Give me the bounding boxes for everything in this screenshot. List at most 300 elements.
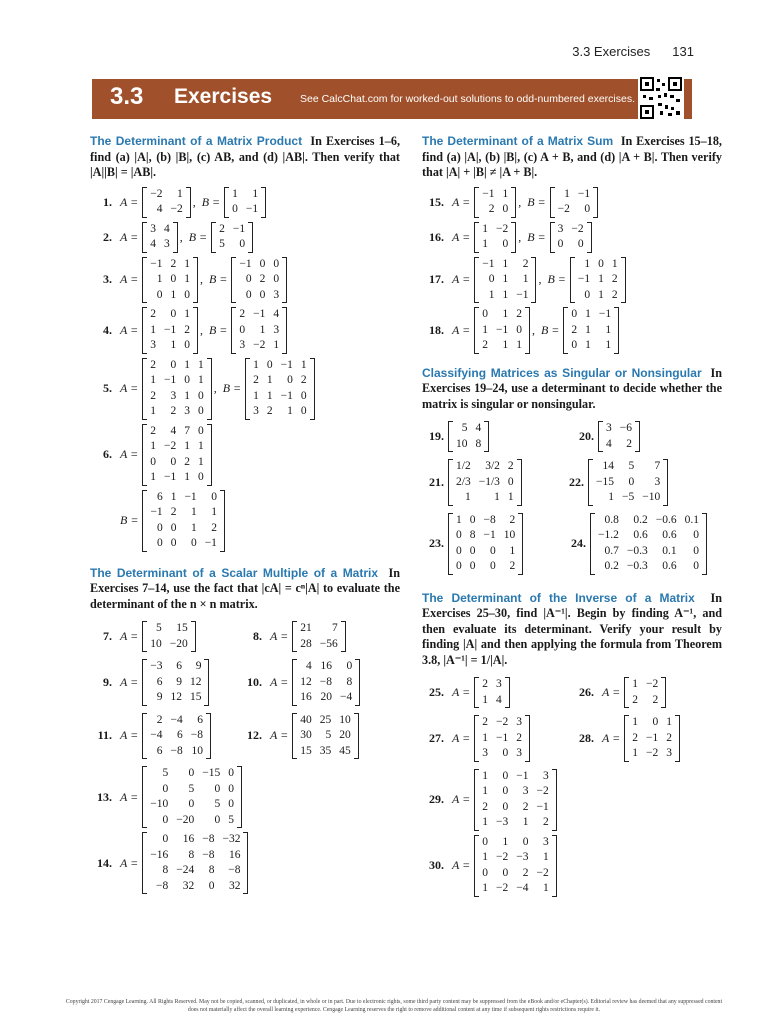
exercise-row-9-10 (90, 656, 400, 710)
matrix-cell: 1 (253, 358, 259, 371)
matrix-a (474, 257, 536, 304)
matrix-cell: 9 (195, 660, 202, 672)
matrix-cell: 1 (522, 816, 529, 828)
matrix-cell: 0 (197, 471, 204, 483)
matrix-cell: 0 (190, 537, 197, 549)
matrix-label-a: A = (120, 381, 139, 395)
matrix-cell: −1/3 (478, 475, 500, 488)
matrix-cell: −1 (516, 288, 529, 301)
matrix-cell: 0 (259, 288, 266, 301)
matrix-cell: 0 (273, 273, 280, 285)
matrix-cell: 0 (228, 782, 234, 795)
matrix-b (563, 307, 619, 354)
matrix-cell: −1 (204, 537, 217, 549)
matrix-cell: 2 (253, 374, 259, 386)
matrix-cell: −1 (577, 273, 591, 285)
matrix-cell: 1 (190, 521, 197, 534)
matrix-cell: 0 (170, 308, 177, 320)
exercise-25 (422, 677, 572, 708)
matrix-cell: 8 (188, 848, 195, 861)
matrix-cell: 1 (502, 308, 509, 320)
matrix-cell: −2 (495, 222, 509, 235)
matrix-cell: 2 (626, 437, 632, 450)
matrix-a (474, 715, 530, 762)
matrix-cell: 2 (652, 693, 659, 706)
matrix-cell: −1 (184, 490, 197, 503)
exercise-4 (90, 307, 400, 354)
matrix-cell: 32 (228, 879, 241, 892)
exercise-22 (562, 459, 668, 506)
page-number: 131 (672, 44, 694, 59)
matrix-cell: 3 (239, 339, 246, 351)
matrix-cell: 1 (564, 187, 570, 200)
exercise-row-27-28 (422, 712, 722, 766)
banner-number: 3.3 (110, 83, 144, 110)
matrix-cell: −1 (163, 323, 177, 336)
matrix-cell: 3 (542, 769, 549, 782)
matrix-cell: 1 (259, 323, 266, 336)
matrix-cell: 0.1 (662, 544, 677, 557)
matrix-cell: 1 (482, 769, 488, 782)
matrix-label-a: A = (120, 855, 139, 870)
matrix-cell: 1 (502, 273, 509, 285)
matrix-cell: 3 (253, 405, 259, 417)
matrix-cell: 12 (170, 691, 182, 703)
matrix-cell: −1 (482, 257, 495, 270)
matrix-cell: 1 (502, 288, 509, 301)
matrix-cell: 0.6 (662, 529, 677, 541)
exercise-26 (572, 677, 666, 708)
matrix-a (142, 713, 211, 760)
matrix-cell: 0 (502, 785, 509, 797)
matrix-cell: 1 (197, 358, 204, 371)
comma-separator: , (192, 194, 196, 209)
matrix-cell: 30 (300, 729, 312, 741)
matrix-cell: 0 (469, 560, 476, 572)
matrix-cell: −1 (245, 203, 259, 215)
matrix-cell: 0 (502, 769, 509, 782)
matrix-cell: 2 (170, 405, 177, 417)
matrix-cell: −8 (202, 848, 215, 861)
matrix-cell: −1 (150, 506, 163, 518)
matrix-cell: −4 (516, 882, 529, 894)
matrix-label-a: A = (452, 792, 471, 806)
matrix-cell: 0 (456, 544, 462, 557)
matrix-label-b: B = (120, 513, 139, 527)
exercise-27 (422, 715, 572, 762)
matrix-cell: 2 (184, 323, 190, 336)
matrix-cell: 0 (502, 800, 509, 813)
matrix-cell: 0 (188, 798, 195, 810)
matrix-cell: 0 (156, 537, 163, 549)
matrix-cell: 1 (252, 187, 259, 200)
matrix-cell: 5 (461, 422, 468, 434)
matrix-cell: −1 (645, 731, 659, 744)
matrix-cell: 1 (176, 187, 183, 200)
matrix-cell: 3/2 (485, 460, 500, 472)
matrix-cell: −10 (642, 491, 661, 503)
matrix-cell: −8 (155, 879, 169, 892)
matrix-cell: 1 (184, 440, 190, 452)
matrix-cell: 3 (542, 835, 549, 848)
matrix-cell: 1 (502, 187, 509, 200)
exercise-1 (90, 187, 400, 218)
matrix-cell: −2 (163, 440, 177, 452)
matrix-cell: 1 (184, 308, 190, 320)
matrix-label-a: A = (120, 229, 139, 244)
exercise-21 (422, 459, 562, 506)
matrix-cell: 2 (488, 203, 495, 215)
matrix-cell: −20 (169, 637, 188, 650)
matrix-label-b: B = (547, 272, 566, 287)
matrix-cell: 0 (557, 238, 564, 250)
matrix-cell: 1 (632, 716, 638, 728)
exercise-19 (422, 421, 572, 452)
matrix-cell: 0 (232, 203, 238, 215)
matrix-label-a: A = (120, 194, 139, 209)
matrix-cell: 10 (191, 744, 203, 757)
matrix-cell: 0 (273, 257, 280, 270)
matrix-label-b: B = (208, 272, 228, 287)
matrix-cell: 0 (571, 308, 578, 320)
exercise-12 (240, 713, 359, 760)
matrix-cell: 1 (150, 405, 156, 417)
matrix-a (142, 307, 198, 354)
matrix-cell: 1 (456, 513, 462, 526)
matrix-cell: −1 (150, 257, 163, 270)
matrix-cell: −2 (495, 716, 509, 728)
matrix-cell: 0 (502, 203, 509, 215)
qr-code-icon[interactable] (638, 75, 684, 121)
matrix-label-a: A = (120, 272, 139, 287)
exercise-number: 23. (429, 536, 444, 550)
matrix-cell: 1 (502, 257, 509, 270)
matrix-cell: 0 (214, 782, 221, 795)
matrix-label-b: B = (540, 322, 560, 337)
matrix-cell: −1 (495, 731, 509, 744)
matrix-cell: 1 (542, 851, 549, 863)
matrix-cell: 1 (150, 440, 156, 452)
matrix-cell: 1 (232, 187, 238, 200)
matrix-cell: 0 (502, 747, 509, 759)
matrix-a (448, 421, 489, 452)
exercise-row-11-12 (90, 710, 400, 764)
matrix-label-a: A = (120, 629, 139, 643)
matrix-b (245, 358, 315, 420)
matrix-cell: 2 (509, 513, 516, 526)
matrix-cell: 2 (542, 816, 549, 828)
exercise-9 (90, 659, 240, 706)
matrix-cell: 3 (666, 747, 672, 759)
matrix-cell: −56 (319, 637, 338, 650)
matrix-cell: 2 (611, 288, 618, 301)
matrix-a (474, 677, 510, 708)
matrix-cell: −2 (536, 785, 549, 797)
matrix-cell: 0 (197, 389, 204, 402)
matrix-cell: 0 (197, 405, 204, 417)
copyright-footer: Copyright 2017 Cengage Learning. All Rights Reserved. May not be copied, scanned, or duplicated, in whole or in part. Due to electronic rights, some third party content may be suppressed from the eBook and/or eChapter(s). Editorial review has deemed that any suppressed content does not materially affect the overall learning experience. Cengage Learning reserves the right to remove additional content at any time if subsequent rights restrictions require it. (65, 999, 723, 1013)
matrix-cell: −8 (228, 864, 241, 876)
matrix-cell: 1 (509, 544, 516, 557)
matrix-a (292, 713, 359, 760)
matrix-cell: −1 (239, 257, 252, 270)
left-column (90, 134, 400, 898)
matrix-cell: −24 (176, 864, 195, 876)
matrix-cell: 2/3 (456, 475, 471, 488)
matrix-cell: 0 (184, 288, 190, 301)
matrix-cell: 2 (239, 308, 246, 320)
matrix-cell: 2 (150, 308, 156, 320)
matrix-cell: 0 (170, 537, 177, 549)
matrix-cell: 0 (502, 238, 509, 250)
matrix-cell: 8 (469, 529, 476, 541)
matrix-label-b: B = (208, 322, 228, 337)
matrix-a (474, 769, 557, 831)
matrix-cell: 4 (170, 424, 177, 437)
matrix-cell: 8 (475, 437, 482, 450)
matrix-cell: −1 (253, 308, 266, 320)
matrix-cell: 0.2 (633, 513, 648, 526)
matrix-cell: 12 (300, 675, 312, 688)
matrix-cell: 35 (319, 744, 332, 757)
matrix-cell: 0.1 (684, 513, 699, 526)
matrix-cell: −10 (150, 798, 169, 810)
exercise-row-19-20 (422, 418, 722, 456)
matrix-cell: 3 (522, 785, 529, 797)
matrix-cell: 1 (197, 440, 204, 452)
matrix-cell: 2 (482, 800, 488, 813)
matrix-cell: 3 (273, 323, 280, 336)
running-section: 3.3 Exercises (572, 44, 651, 59)
matrix-cell: 1 (542, 882, 549, 894)
matrix-a (588, 459, 668, 506)
exercise-17 (422, 257, 722, 304)
matrix-cell: 2 (482, 716, 488, 728)
matrix-cell: 1 (150, 374, 156, 386)
matrix-cell: 20 (320, 691, 332, 703)
matrix-cell: 1 (632, 678, 638, 690)
banner-title: Exercises (174, 85, 273, 108)
matrix-cell: 2 (522, 866, 529, 879)
matrix-label-a: A = (452, 272, 471, 287)
matrix-a (142, 187, 191, 218)
matrix-cell: 1 (598, 273, 604, 285)
matrix-cell: −3 (516, 851, 529, 863)
matrix-cell: 15 (189, 691, 202, 703)
section-banner (92, 79, 692, 119)
exercise-2 (90, 222, 400, 253)
matrix-cell: −1 (495, 323, 509, 336)
matrix-a (292, 659, 360, 706)
exercise-number: 27. (429, 730, 444, 745)
matrix-cell: 32 (182, 879, 195, 892)
matrix-cell: −2 (557, 203, 570, 215)
matrix-cell: 1 (482, 816, 488, 828)
matrix-cell: 2 (507, 460, 514, 472)
matrix-cell: −1 (516, 769, 529, 782)
matrix-cell: 0 (266, 358, 273, 371)
matrix-cell: −4 (150, 729, 163, 741)
matrix-cell: 28 (300, 637, 312, 650)
matrix-cell: −1 (163, 471, 177, 483)
matrix-cell: 0.2 (604, 560, 619, 572)
matrix-label-a: A = (270, 674, 289, 689)
exercise-number: 1. (103, 194, 112, 209)
matrix-label-a: A = (452, 685, 471, 699)
exercise-number: 10. (247, 674, 262, 689)
matrix-cell: 0 (162, 833, 169, 845)
matrix-cell: 9 (156, 691, 163, 703)
matrix-cell: 1 (184, 358, 190, 371)
matrix-cell: 3 (482, 747, 488, 759)
matrix-label-b: B = (527, 229, 546, 244)
matrix-cell: 1 (522, 273, 529, 285)
matrix-cell: −2 (645, 678, 659, 690)
exercise-number: 30. (429, 858, 444, 872)
matrix-cell: 5 (188, 782, 195, 795)
matrix-cell: −2 (150, 187, 163, 200)
instructions-5: The Determinant of the Inverse of a Matrix In Exercises 25–30, find |A⁻¹|. Begin by finding A⁻¹, and then evaluate its determinant. Verify your result by finding |A| and then applying the formula from Theorem 3.8, |A⁻¹| = 1/|A|. (422, 590, 723, 667)
matrix-cell: −15 (596, 475, 614, 488)
exercise-6-b (90, 490, 400, 552)
matrix-cell: 5 (162, 767, 169, 779)
section-heading: The Determinant of a Scalar Multiple of a Matrix (90, 565, 379, 580)
matrix-cell: 2 (571, 323, 578, 336)
matrix-b (231, 257, 287, 304)
matrix-cell: 1 (482, 323, 488, 336)
instructions-2: The Determinant of a Scalar Multiple of a Matrix In Exercises 7–14, use the fact that |cA| = cⁿ|A| to evaluate the determinant of the n × n matrix. (90, 565, 400, 611)
comma-separator: , (531, 322, 535, 337)
matrix-cell: −6 (619, 422, 632, 434)
matrix-cell: 1 (502, 339, 509, 351)
matrix-cell: 8 (346, 675, 353, 688)
matrix-cell: 3 (516, 747, 522, 759)
matrix-cell: 3 (495, 678, 502, 690)
matrix-cell: 0 (482, 308, 488, 320)
exercise-23 (422, 513, 564, 575)
matrix-cell: 2 (516, 308, 522, 320)
matrix-cell: 45 (339, 744, 351, 757)
matrix-cell: 10 (503, 529, 516, 541)
matrix-cell: 6 (176, 729, 183, 741)
matrix-cell: 1 (266, 374, 273, 386)
matrix-cell: 16 (228, 848, 241, 861)
comma-separator: , (518, 194, 522, 209)
matrix-cell: 8 (208, 864, 215, 876)
matrix-a (142, 766, 242, 828)
matrix-cell: 10 (150, 637, 162, 650)
matrix-cell: 1 (184, 389, 190, 402)
matrix-b (550, 187, 599, 218)
exercise-number: 8. (253, 629, 262, 643)
matrix-cell: 4 (475, 422, 482, 434)
matrix-label-a: A = (120, 322, 139, 337)
matrix-cell: 5 (214, 798, 221, 810)
matrix-cell: 0 (628, 475, 635, 488)
matrix-cell: 7 (654, 460, 661, 472)
instructions-1: The Determinant of a Matrix Product In Exercises 1–6, find (a) |A|, (b) |B|, (c) AB, and (d) |AB|. Then verify that |A||B| = |AB|. (90, 134, 400, 179)
matrix-cell: 0 (490, 560, 496, 572)
matrix-cell: 2 (150, 389, 156, 402)
matrix-cell: 0 (516, 323, 522, 336)
matrix-cell: 10 (456, 437, 468, 450)
matrix-a (142, 659, 209, 706)
matrix-cell: 4 (305, 660, 312, 672)
matrix-cell: 1 (585, 339, 591, 351)
matrix-cell: 1 (300, 358, 307, 371)
matrix-a (474, 835, 557, 897)
matrix-cell: 3 (654, 475, 661, 488)
matrix-cell: 0 (184, 374, 190, 386)
matrix-cell: 0 (214, 813, 221, 826)
matrix-b (142, 490, 225, 552)
matrix-cell: 6 (176, 660, 182, 672)
matrix-cell: 1 (170, 339, 177, 351)
matrix-cell: 1 (273, 339, 280, 351)
exercise-number: 13. (97, 789, 112, 804)
matrix-b (550, 222, 592, 253)
matrix-cell: 1 (184, 273, 190, 285)
matrix-b (224, 187, 266, 218)
matrix-a (590, 513, 707, 575)
matrix-label-a: A = (120, 674, 139, 689)
matrix-cell: 7 (184, 424, 190, 437)
matrix-cell: 0 (693, 529, 699, 541)
matrix-cell: 2 (522, 800, 529, 813)
matrix-cell: 14 (602, 460, 614, 472)
matrix-cell: 2 (150, 424, 156, 437)
matrix-cell: 0 (170, 358, 177, 371)
matrix-cell: 0 (456, 560, 462, 572)
matrix-cell: 2 (150, 358, 156, 371)
exercise-row-23-24 (422, 510, 722, 579)
matrix-cell: 2 (482, 339, 488, 351)
section-heading: Classifying Matrices as Singular or Nonsingular (422, 365, 702, 380)
matrix-cell: 1 (184, 257, 190, 270)
matrix-cell: 1 (482, 731, 488, 744)
matrix-label-a: A = (120, 447, 139, 461)
matrix-cell: 0 (208, 879, 215, 892)
matrix-cell: 2 (516, 731, 522, 744)
matrix-cell: 0 (469, 513, 476, 526)
matrix-cell: 1 (632, 747, 638, 759)
matrix-cell: 9 (176, 675, 182, 688)
matrix-cell: 0 (300, 405, 307, 417)
instructions-4: Classifying Matrices as Singular or Nonsingular In Exercises 19–24, use a determinant to decide whether the matrix is singular or nonsingular. (422, 365, 722, 411)
matrix-cell: 0 (228, 767, 234, 779)
exercise-15 (422, 187, 722, 218)
matrix-cell: −15 (202, 767, 221, 779)
matrix-cell: 1 (482, 882, 488, 894)
exercise-row-21-22 (422, 456, 722, 510)
matrix-a (474, 187, 516, 218)
matrix-cell: 0 (287, 374, 293, 386)
matrix-cell: 25 (319, 713, 332, 726)
matrix-a (624, 715, 680, 762)
matrix-cell: 4 (606, 437, 612, 450)
exercise-number: 25. (429, 685, 444, 699)
matrix-cell: −1 (483, 529, 496, 541)
matrix-cell: 8 (162, 864, 169, 876)
matrix-label-a: A = (602, 685, 621, 699)
matrix-cell: 1 (482, 238, 488, 250)
matrix-cell: 2 (632, 731, 638, 744)
exercise-number: 17. (429, 272, 444, 287)
matrix-a (142, 358, 212, 420)
matrix-a (598, 421, 640, 452)
matrix-cell: −8 (483, 513, 496, 526)
matrix-cell: 2 (666, 731, 672, 744)
